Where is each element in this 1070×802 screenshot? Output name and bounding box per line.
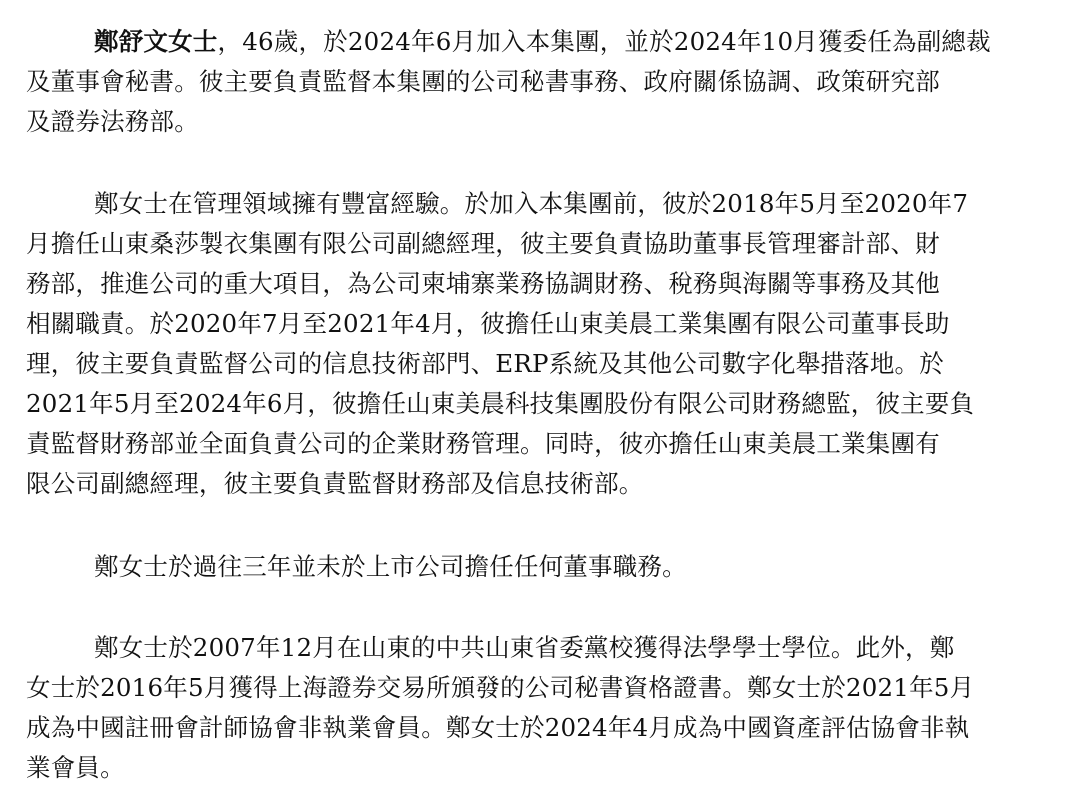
person-name: 鄭舒文女士 bbox=[94, 27, 218, 56]
paragraph-1-line-3: 及證券法務部。 bbox=[26, 107, 199, 136]
paragraph-4-line-1: 鄭女士於2007年12月在山東的中共山東省委黨校獲得法學學士學位。此外，鄭 bbox=[94, 633, 955, 662]
paragraph-4-line-3: 成為中國註冊會計師協會非執業會員。鄭女士於2024年4月成為中國資產評估協會非執 bbox=[26, 713, 970, 742]
paragraph-2-line-6: 2021年5月至2024年6月，彼擔任山東美晨科技集團股份有限公司財務總監，彼主要負 bbox=[26, 389, 975, 418]
paragraph-1-line-2: 及董事會秘書。彼主要負責監督本集團的公司秘書事務、政府關係協調、政策研究部 bbox=[26, 67, 940, 96]
paragraph-2-line-3: 務部，推進公司的重大項目，為公司柬埔寨業務協調財務、稅務與海關等事務及其他 bbox=[26, 269, 940, 298]
paragraph-1-line-1-text: ，46歲，於2024年6月加入本集團，並於2024年10月獲委任為副總裁 bbox=[217, 27, 991, 56]
paragraph-4 bbox=[26, 628, 974, 788]
paragraph-2-line-1: 鄭女士在管理領域擁有豐富經驗。於加入本集團前，彼於2018年5月至2020年7 bbox=[94, 189, 969, 218]
paragraph-3 bbox=[26, 547, 687, 587]
paragraph-2-line-2: 月擔任山東桑莎製衣集團有限公司副總經理，彼主要負責協助董事長管理審計部、財 bbox=[26, 229, 940, 258]
paragraph-2-line-7: 責監督財務部並全面負責公司的企業財務管理。同時，彼亦擔任山東美晨工業集團有 bbox=[26, 429, 940, 458]
paragraph-2-line-5: 理，彼主要負責監督公司的信息技術部門、ERP系統及其他公司數字化舉措落地。於 bbox=[26, 349, 944, 378]
paragraph-1 bbox=[26, 22, 991, 142]
paragraph-2-line-8: 限公司副總經理，彼主要負責監督財務部及信息技術部。 bbox=[26, 469, 644, 498]
paragraph-3-line-1: 鄭女士於過往三年並未於上市公司擔任任何董事職務。 bbox=[94, 552, 687, 581]
paragraph-2 bbox=[26, 184, 974, 504]
paragraph-4-line-2: 女士於2016年5月獲得上海證券交易所頒發的公司秘書資格證書。鄭女士於2021年5月 bbox=[26, 673, 975, 702]
paragraph-1-line-1 bbox=[26, 22, 991, 62]
paragraph-2-line-4: 相關職責。於2020年7月至2021年4月，彼擔任山東美晨工業集團有限公司董事長助 bbox=[26, 309, 950, 338]
paragraph-4-line-4: 業會員。 bbox=[26, 753, 125, 782]
